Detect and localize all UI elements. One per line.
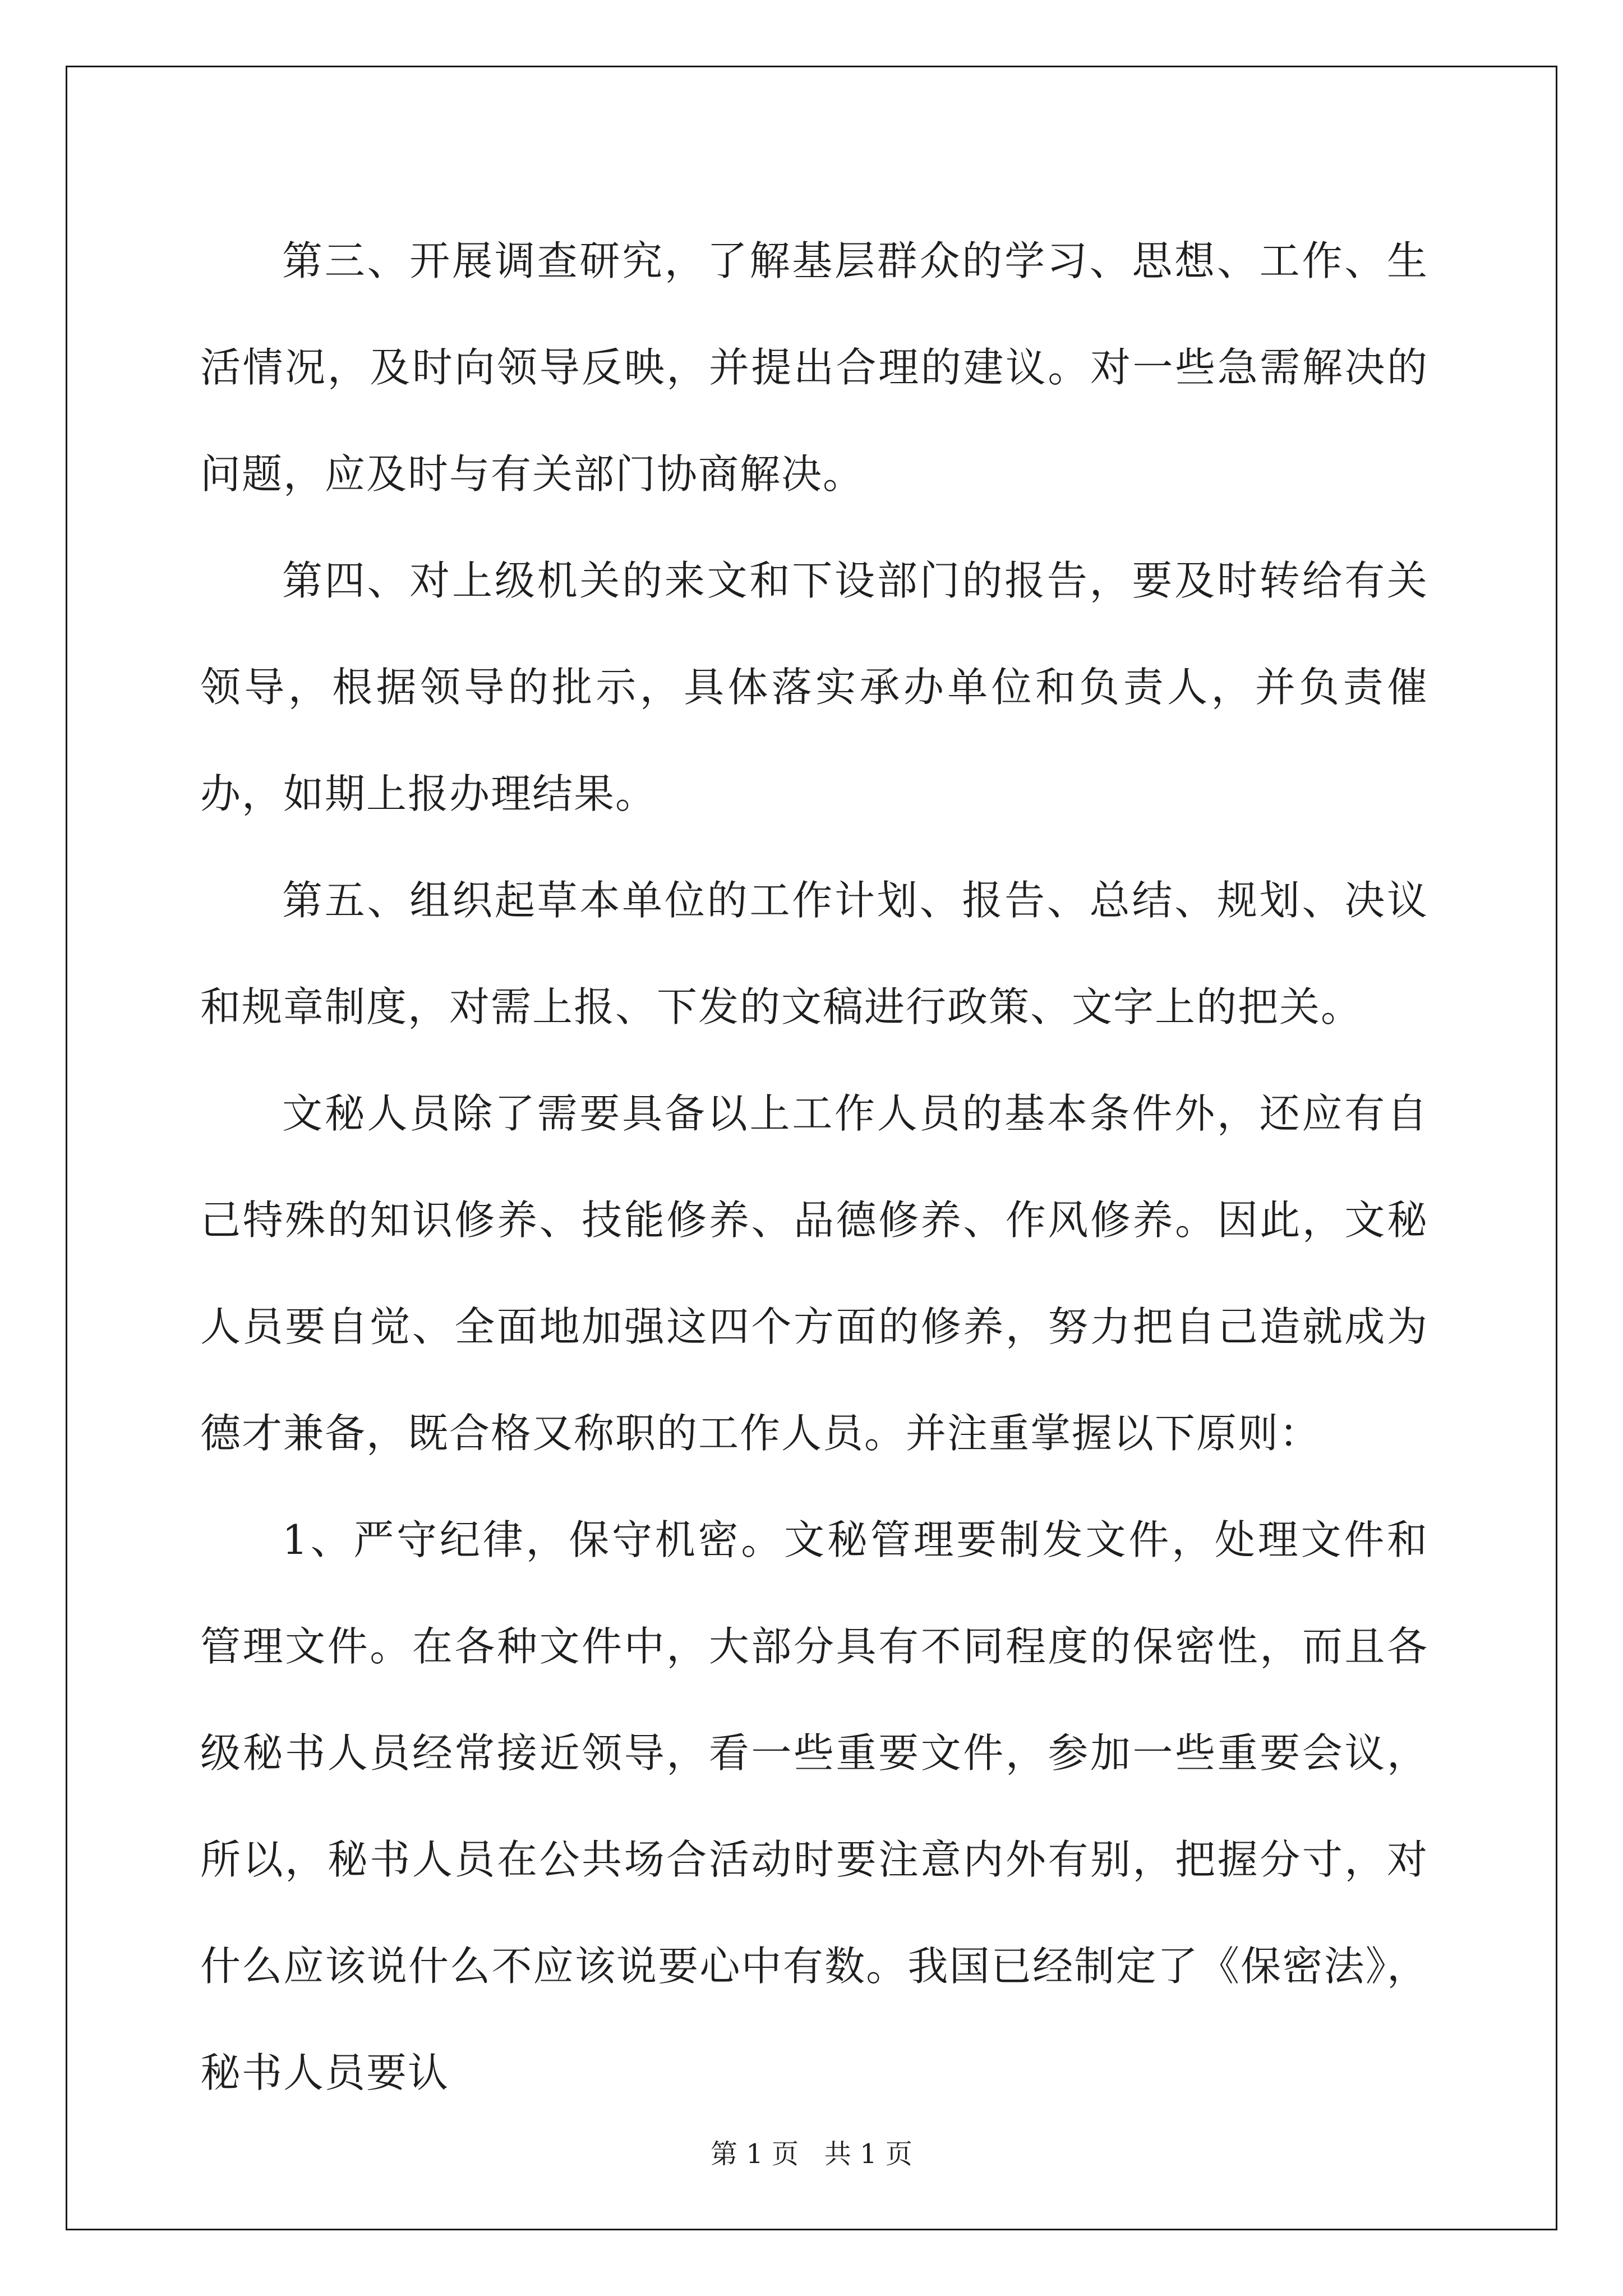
paragraph-secretary-qualities: 文秘人员除了需要具备以上工作人员的基本条件外，还应有自己特殊的知识修养、技能修养、品德修养、作风修养。因此，文秘人员要自觉、全面地加强这四个方面的修养，努力把自己造就成为德才兼备，既合格又称职的工作人员。并注重掌握以下原则：	[200, 1090, 1428, 1457]
page-number-footer: 第 1 页 共 1 页	[711, 2138, 912, 2170]
paragraph-4: 第四、对上级机关的来文和下设部门的报告，要及时转给有关领导，根据领导的批示，具体落实承办单位和负责人，并负责催办，如期上报办理结果。	[200, 557, 1428, 817]
paragraph-principle-1: 1、严守纪律，保守机密。文秘管理要制发文件，处理文件和管理文件。在各种文件中，大部分具有不同程度的保密性，而且各级秘书人员经常接近领导，看一些重要文件，参加一些重要会议，所以，秘书人员在公共场合活动时要注意内外有别，把握分寸，对什么应该说什么不应该说要心中有数。我国已经制定了《保密法》，秘书人员要认	[200, 1516, 1428, 2096]
paragraph-3: 第三、开展调查研究，了解基层群众的学习、思想、工作、生活情况，及时向领导反映，并提出合理的建议。对一些急需解决的问题，应及时与有关部门协商解决。	[200, 237, 1428, 498]
paragraph-5: 第五、组织起草本单位的工作计划、报告、总结、规划、决议和规章制度，对需上报、下发的文稿进行政策、文字上的把关。	[200, 877, 1428, 1030]
document-body	[200, 208, 1428, 2126]
